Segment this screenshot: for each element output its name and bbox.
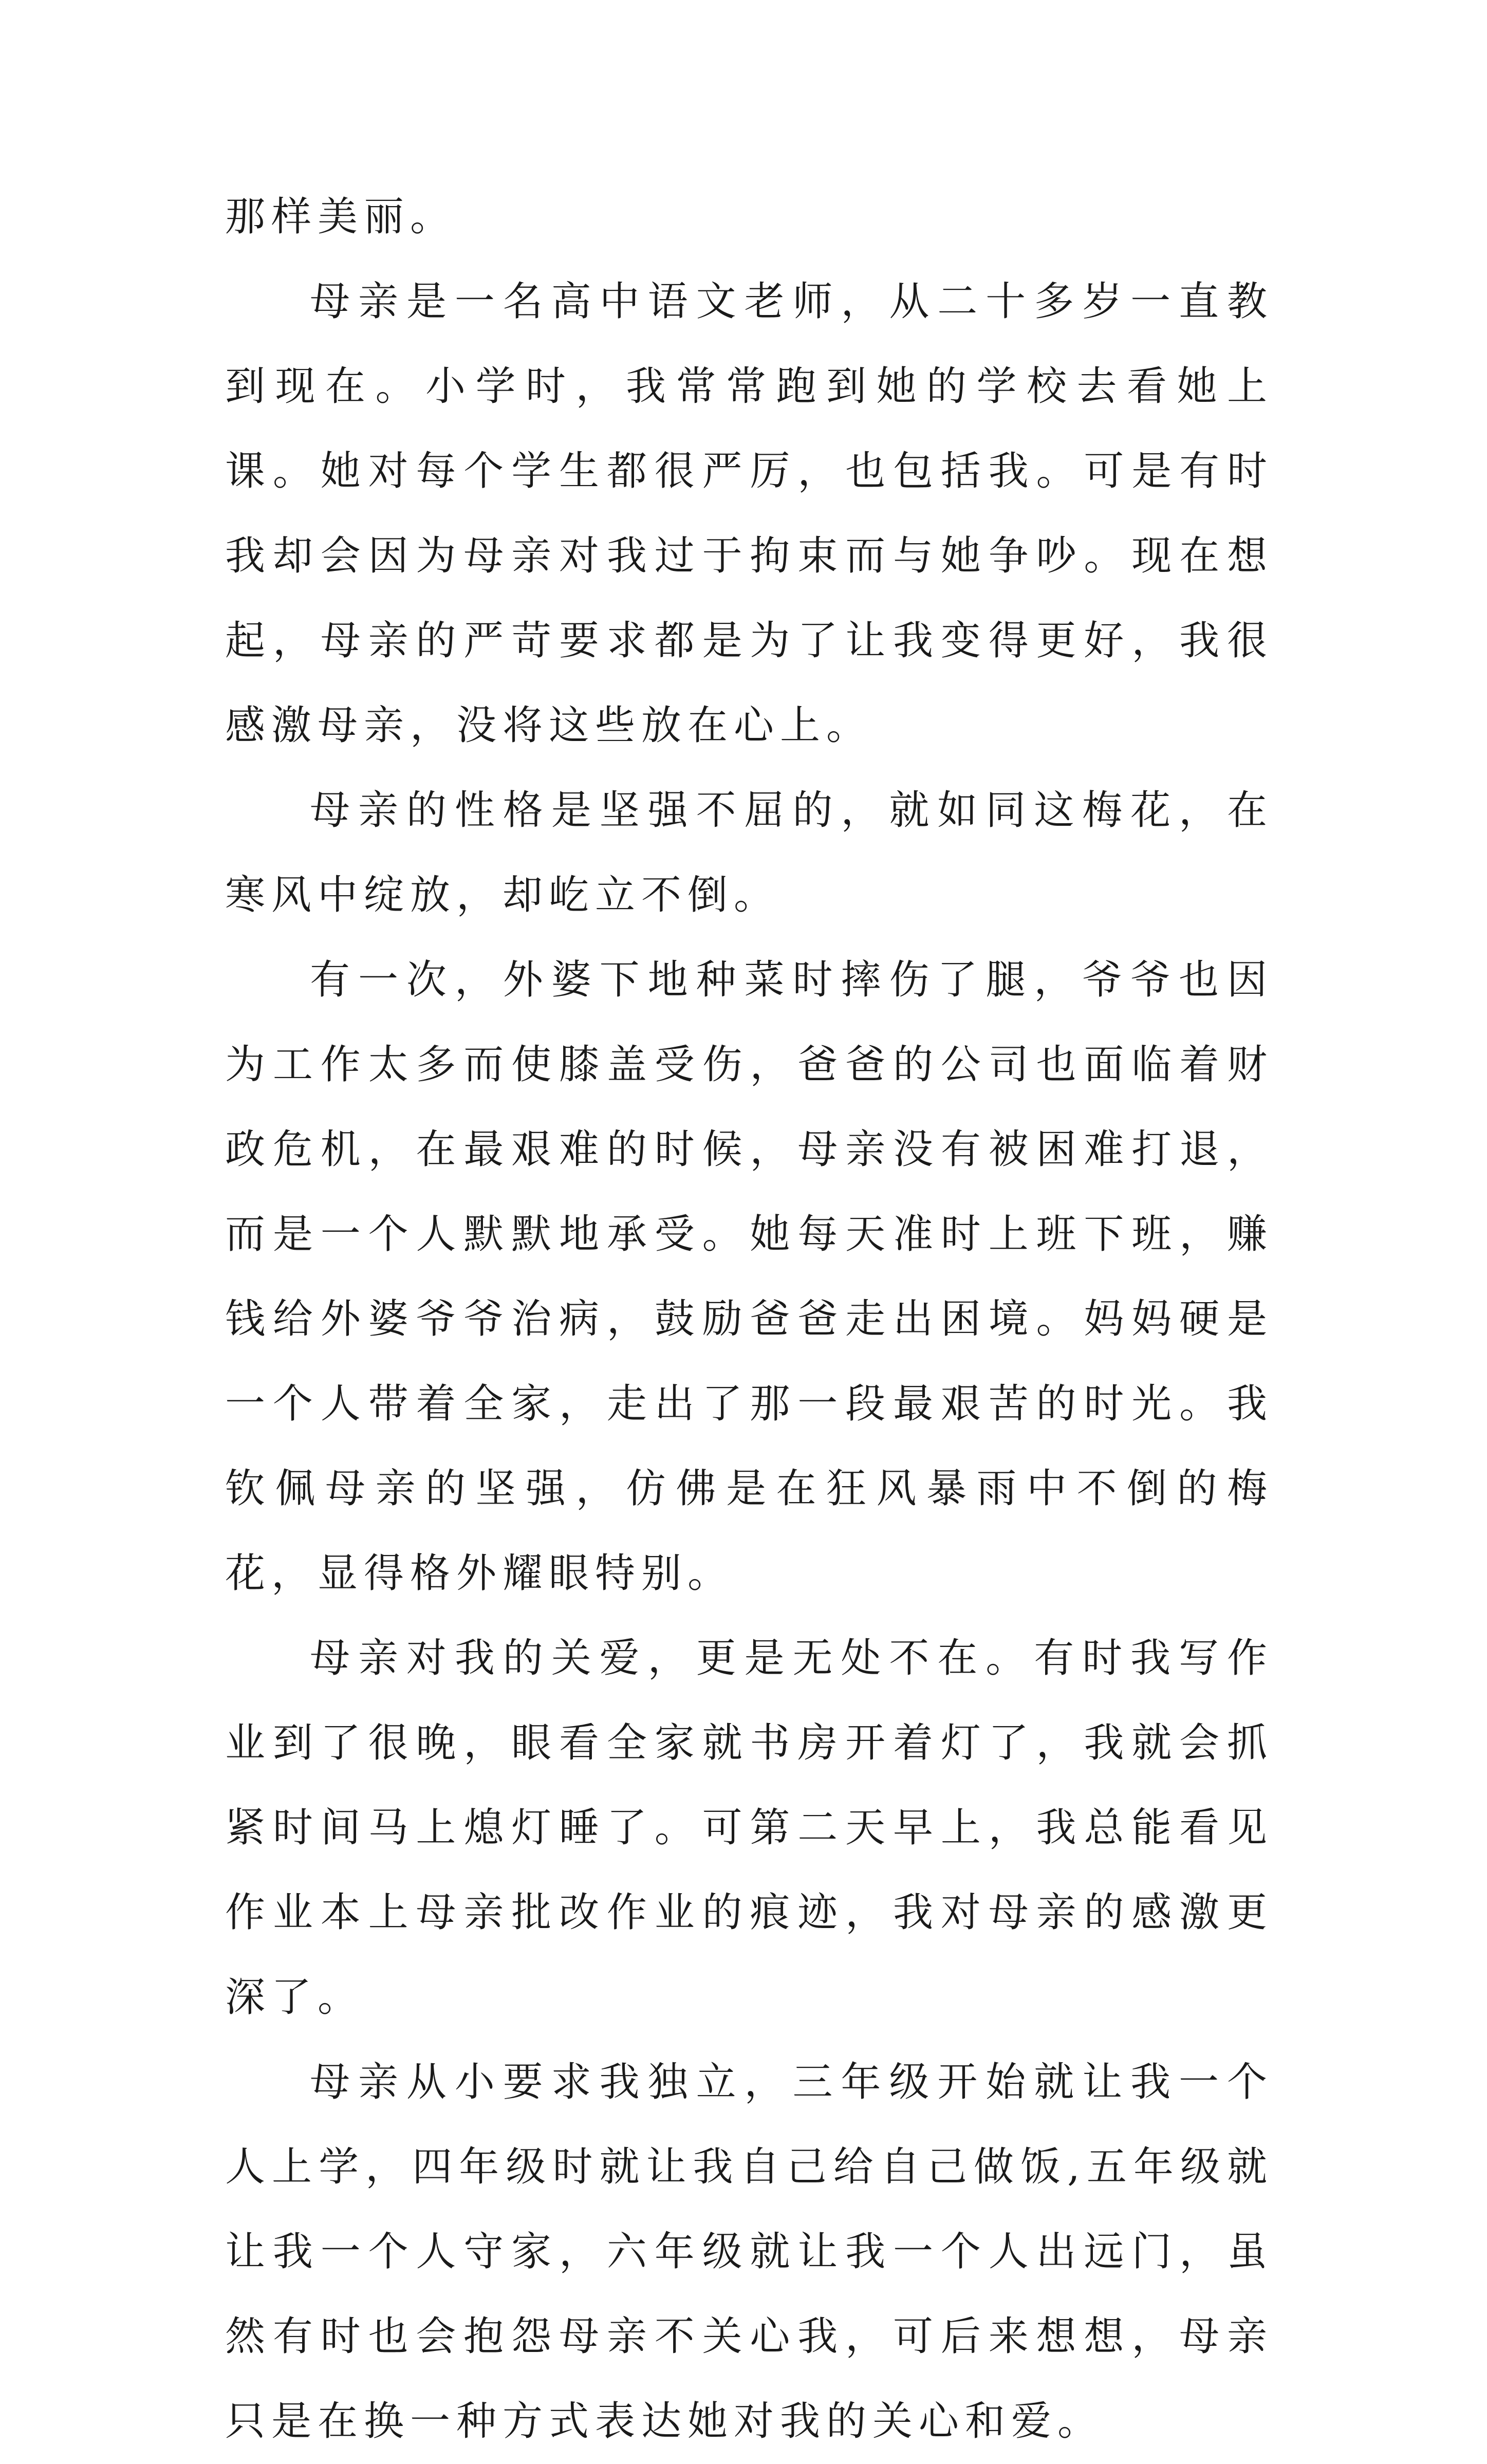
paragraph-4: 有一次，外婆下地种菜时摔伤了腿，爷爷也因为工作太多而使膝盖受伤，爸爸的公司也面临着财政危机，在最艰难的时候，母亲没有被困难打退，而是一个人默默地承受。她每天准时上班下班，赚钱给外婆爷爷治病，鼓励爸爸走出困境。妈妈硬是一个人带着全家，走出了那一段最艰苦的时光。我钦佩母亲的坚强，仿佛是在狂风暴雨中不倒的梅花，显得格外耀眼特别。	[225, 957, 1273, 1597]
document-body	[225, 175, 1273, 2464]
paragraph-5: 母亲对我的关爱，更是无处不在。有时我写作业到了很晚，眼看全家就书房开着灯了，我就会抓紧时间马上熄灯睡了。可第二天早上，我总能看见作业本上母亲批改作业的痕迹，我对母亲的感激更深了。	[225, 1635, 1273, 2021]
paragraph-3: 母亲的性格是坚强不屈的，就如同这梅花，在寒风中绽放，却屹立不倒。	[225, 787, 1273, 918]
paragraph-2: 母亲是一名高中语文老师，从二十多岁一直教到现在。小学时，我常常跑到她的学校去看她上课。她对每个学生都很严厉，也包括我。可是有时我却会因为母亲对我过于拘束而与她争吵。现在想起，母亲的严苛要求都是为了让我变得更好，我很感激母亲，没将这些放在心上。	[225, 279, 1273, 749]
paragraph-6: 母亲从小要求我独立，三年级开始就让我一个人上学，四年级时就让我自己给自己做饭,五年级就让我一个人守家，六年级就让我一个人出远门，虽然有时也会抱怨母亲不关心我，可后来想想，母亲只是在换一种方式表达她对我的关心和爱。	[225, 2059, 1273, 2444]
paragraph-1: 那样美丽。	[225, 194, 457, 240]
